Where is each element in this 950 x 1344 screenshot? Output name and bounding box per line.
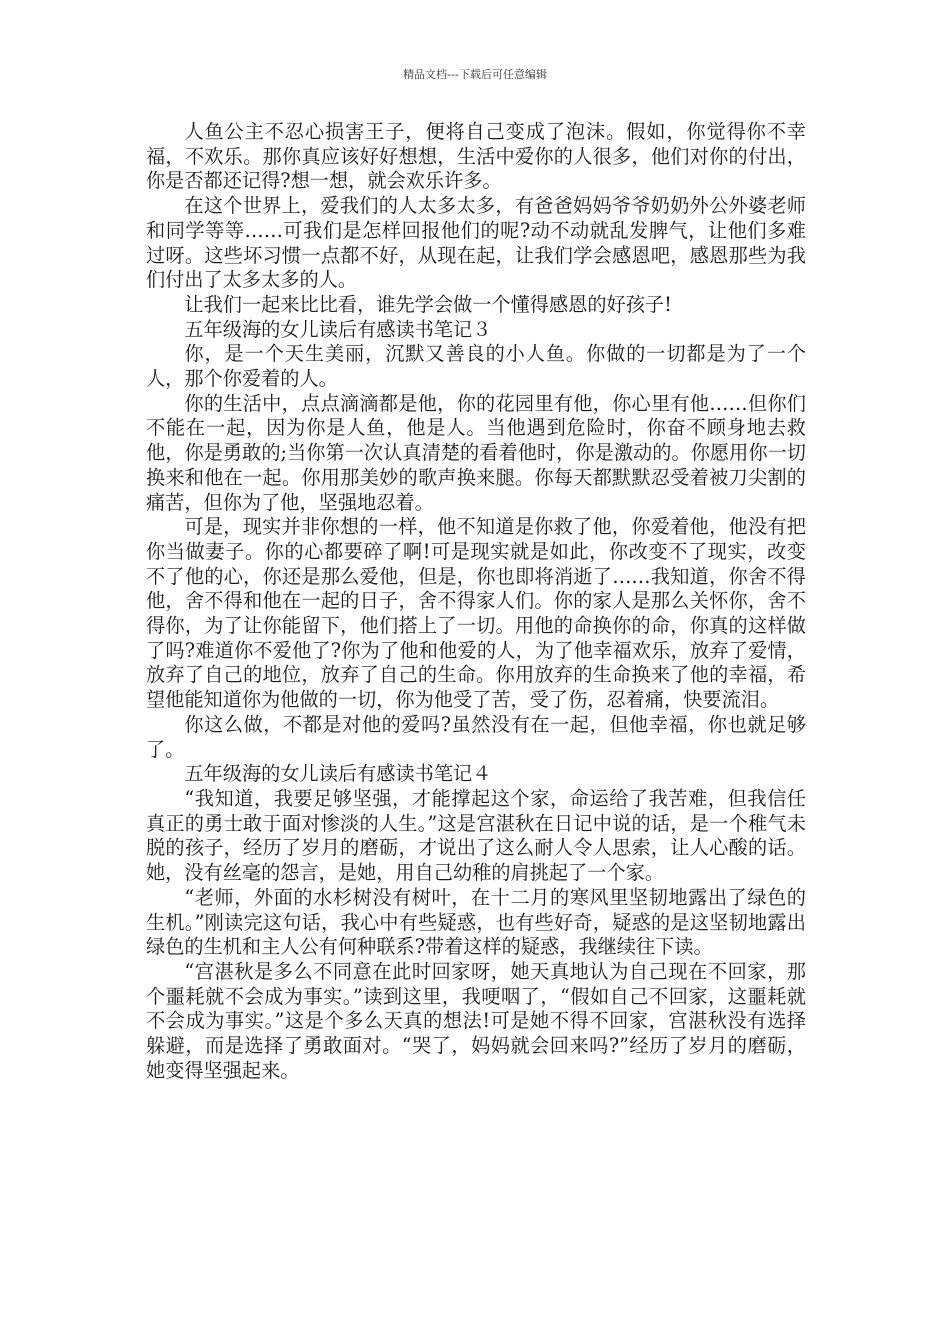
paragraph: 人鱼公主不忍心损害王子，便将自己变成了泡沫。假如，你觉得你不幸福，不欢乐。那你真应该好好想想，生活中爱你的人很多，他们对你的付出，你是否都还记得?想一想，就会欢乐许多。: [146, 120, 806, 193]
paragraph: 你这么做，不都是对他的爱吗?虽然没有在一起，但他幸福，你也就足够了。: [146, 712, 806, 761]
paragraph: 你，是一个天生美丽，沉默又善良的小人鱼。你做的一切都是为了一个人，那个你爱着的人。: [146, 342, 806, 391]
page-header: 精品文档---下载后可任意编辑: [403, 68, 547, 81]
paragraph: 可是，现实并非你想的一样，他不知道是你救了他，你爱着他，他没有把你当做妻子。你的心都要碎了啊!可是现实就是如此，你改变不了现实，改变不了他的心，你还是那么爱他，但是，你也即将消逝了……我知道，你舍不得他，舍不得和他在一起的日子，舍不得家人们。你的家人是那么关怀你，舍不得你，为了让你能留下，他们搭上了一切。用他的命换你的命，你真的这样做了吗?难道你不爱他了?你为了他和他爱的人，为了他幸福欢乐，放弃了爱情，放弃了自己的地位，放弃了自己的生命。你用放弃的生命换来了他的幸福，希望他能知道你为他做的一切，你为他受了苦，受了伤，忍着痛，快要流泪。: [146, 515, 806, 712]
section-heading: 五年级海的女儿读后有感读书笔记４: [184, 762, 492, 786]
paragraph: “老师，外面的水杉树没有树叶，在十二月的寒风里坚韧地露出了绿色的生机。”刚读完这句话，我心中有些疑惑，也有些好奇，疑惑的是这坚韧地露出绿色的生机和主人公有何种联系?带着这样的疑惑，我继续往下读。: [146, 885, 806, 959]
section-heading: 五年级海的女儿读后有感读书笔记３: [184, 317, 492, 341]
document-body: [146, 120, 806, 1083]
paragraph: 你的生活中，点点滴滴都是他，你的花园里有他，你心里有他……但你们不能在一起，因为你是人鱼，他是人。当他遇到危险时，你奋不顾身地去救他，你是勇敢的;当你第一次认真清楚的看着他时，你是激动的。你愿用你一切换来和他在一起。你用那美妙的歌声换来腿。你每天都默默忍受着被刀尖割的痛苦，但你为了他，坚强地忍着。: [146, 391, 806, 514]
paragraph: “宫湛秋是多么不同意在此时回家呀，她天真地认为自己现在不回家，那个噩耗就不会成为事实。”读到这里，我哽咽了，“假如自己不回家，这噩耗就不会成为事实。”这是个多么天真的想法!可是她不得不回家，宫湛秋没有选择躲避，而是选择了勇敢面对。“哭了，妈妈就会回来吗?”经历了岁月的磨砺，她变得坚强起来。: [146, 959, 806, 1082]
paragraph: 让我们一起来比比看，谁先学会做一个懂得感恩的好孩子!: [184, 292, 672, 316]
paragraph: 在这个世界上，爱我们的人太多太多，有爸爸妈妈爷爷奶奶外公外婆老师和同学等等……可我们是怎样回报他们的呢?动不动就乱发脾气，让他们多难过呀。这些坏习惯一点都不好，从现在起，让我们学会感恩吧，感恩那些为我们付出了太多太多的人。: [146, 194, 806, 292]
paragraph: “我知道，我要足够坚强，才能撑起这个家，命运给了我苦难，但我信任真正的勇士敢于面对惨淡的人生。”这是宫湛秋在日记中说的话，是一个稚气未脱的孩子，经历了岁月的磨砺，才说出了这么耐人令人思索，让人心酸的话。她，没有丝毫的怨言，是她，用自己幼稚的肩挑起了一个家。: [146, 786, 806, 885]
